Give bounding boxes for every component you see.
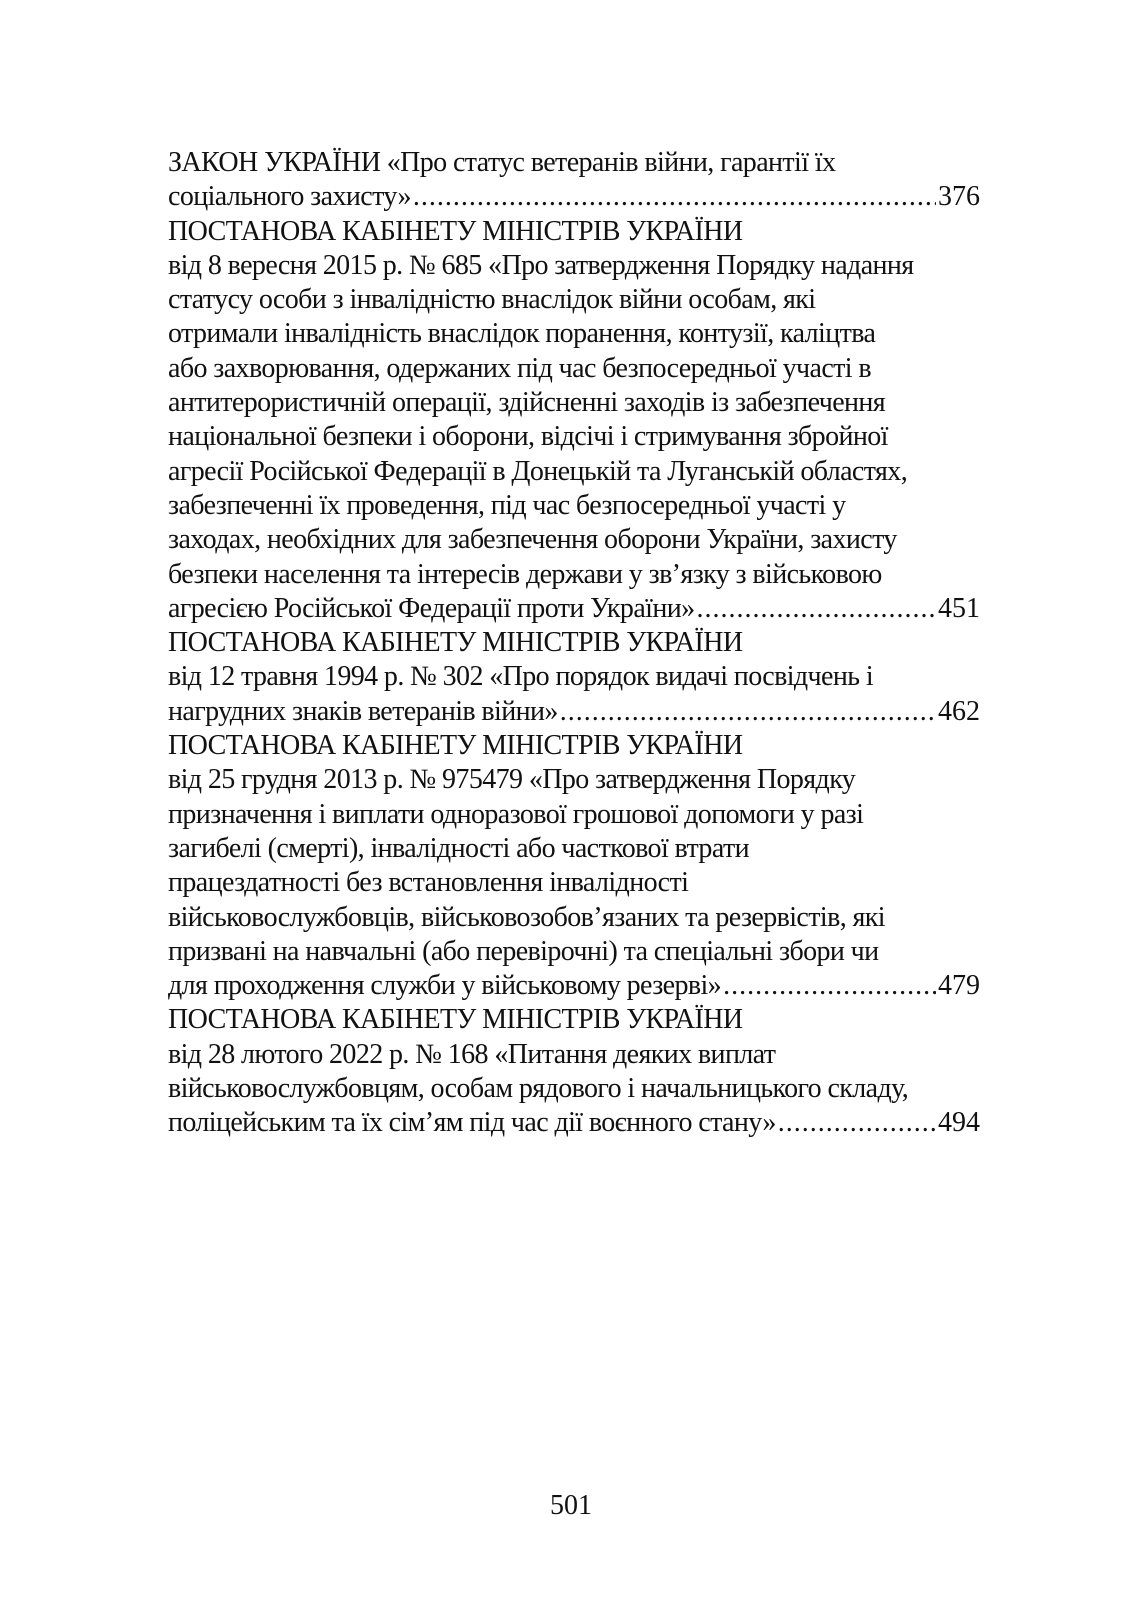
- toc-entry-heading: ПОСТАНОВА КАБІНЕТУ МІНІСТРІВ УКРАЇНИ: [168, 1004, 743, 1036]
- dot-leader: [413, 180, 936, 214]
- toc-line-last: поліцейським та їх сім’ям під час дії воєнного стану» ..... 494: [168, 1106, 980, 1140]
- toc-line-last: соціального захисту» ..... 376: [168, 180, 980, 214]
- toc-page-ref: 451: [938, 592, 980, 624]
- dot-leader: [778, 1106, 936, 1140]
- toc-page-ref: 462: [938, 695, 980, 727]
- toc-entry-resolution-975479: ПОСТАНОВА КАБІНЕТУ МІНІСТРІВ УКРАЇНИ від 25 грудня 2013 р. № 975479 «Про затвердження Порядку призначення і виплати одноразової грошової допомоги у разі загибелі (смерті), інвалідності або часткової втрати працездатності без встановлення інвалідності військовослужбовців, військовозобов’язаних та резервістів, які призвані на навчальні (або перевірочні) та спеціальні збори чи для проходження служби у військовому резерві» ..... 479: [168, 729, 980, 1003]
- toc-page-ref: 479: [938, 970, 980, 1002]
- toc-page-ref: 494: [938, 1107, 980, 1139]
- dot-leader: [560, 695, 936, 729]
- toc-entry-resolution-302: ПОСТАНОВА КАБІНЕТУ МІНІСТРІВ УКРАЇНИ від 12 травня 1994 р. № 302 «Про порядок видачі посвідчень і нагрудних знаків ветеранів війни» ..... 462: [168, 626, 980, 729]
- toc-entry-heading: ПОСТАНОВА КАБІНЕТУ МІНІСТРІВ УКРАЇНИ: [168, 730, 743, 762]
- toc-entry-law-veterans-status: [168, 146, 980, 215]
- toc-page-ref: 376: [938, 181, 980, 213]
- dot-leader: [697, 592, 936, 626]
- dot-leader: [723, 969, 936, 1003]
- table-of-contents: [168, 146, 980, 1141]
- toc-entry-resolution-685: ПОСТАНОВА КАБІНЕТУ МІНІСТРІВ УКРАЇНИ від 8 вересня 2015 р. № 685 «Про затвердження Порядку надання статусу особи з інвалідністю внаслідок війни особам, які отримали інвалідність внаслідок поранення, контузії, каліцтва або захворювання, одержаних під час безпосередньої участі в антитерористичній операції, здійсненні заходів із забезпечення національної безпеки і оборони, відсічі і стримування збройної агресії Російської Федерації в Донецькій та Луганській областях, забезпеченні їх проведення, під час безпосередньої участі у заходах, необхідних для забезпечення оборони України, захисту безпеки населення та інтересів держави у зв’язку з військовою агресією Російської Федерації проти України» ..... 451: [168, 215, 980, 627]
- page-number: 501: [550, 1490, 592, 1521]
- toc-line: ЗАКОН УКРАЇНИ «Про статус ветеранів війни, гарантії їх: [168, 147, 836, 178]
- toc-line-last: для проходження служби у військовому резерві» ..... 479: [168, 969, 980, 1003]
- toc-line-last: нагрудних знаків ветеранів війни» ..... 462: [168, 695, 980, 729]
- toc-entry-heading: ПОСТАНОВА КАБІНЕТУ МІНІСТРІВ УКРАЇНИ: [168, 627, 743, 659]
- toc-line-last: агресією Російської Федерації проти України» ..... 451: [168, 592, 980, 626]
- toc-entry-heading: ПОСТАНОВА КАБІНЕТУ МІНІСТРІВ УКРАЇНИ: [168, 215, 743, 247]
- toc-entry-resolution-168: ПОСТАНОВА КАБІНЕТУ МІНІСТРІВ УКРАЇНИ від 28 лютого 2022 р. № 168 «Питання деяких виплат військовослужбовцям, особам рядового і начальницького складу, поліцейським та їх сім’ям під час дії воєнного стану» ..... 494: [168, 1003, 980, 1140]
